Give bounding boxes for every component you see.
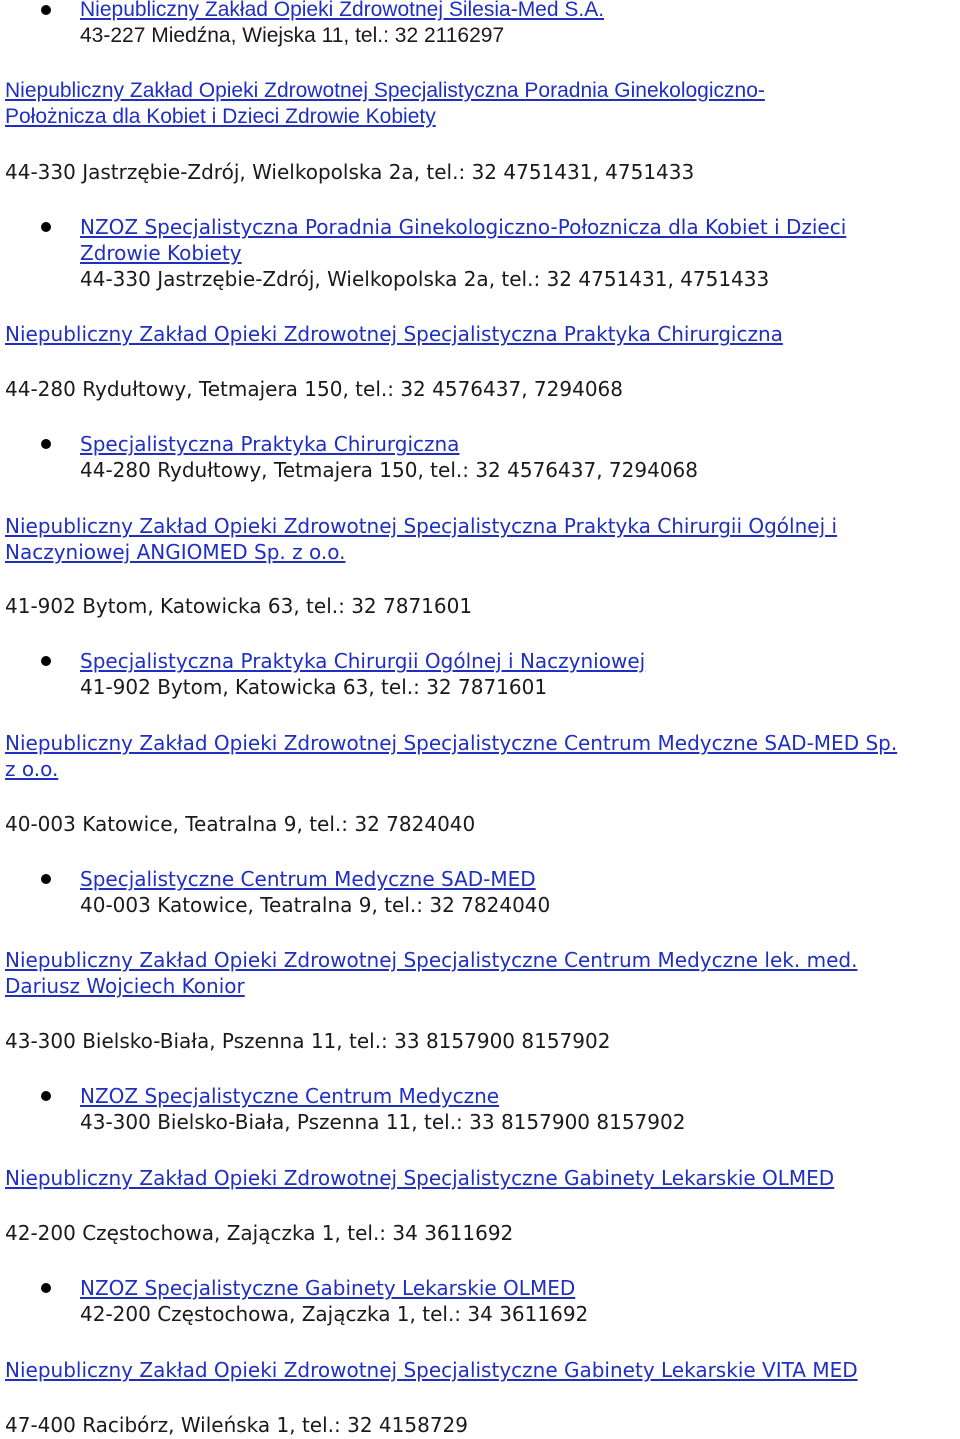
list-item: [80, 1083, 950, 1135]
facility-link[interactable]: Niepubliczny Zakład Opieki Zdrowotnej Specjalistyczna Praktyka Chirurgii Ogólnej i: [5, 514, 838, 538]
facility-link[interactable]: Naczyniowej ANGIOMED Sp. z o.o.: [5, 540, 346, 564]
facility-link[interactable]: NZOZ Specjalistyczna Poradnia Ginekologiczno-Połoznicza dla Kobiet i Dzieci: [80, 215, 847, 239]
facility-link[interactable]: z o.o.: [5, 757, 59, 781]
facility-link[interactable]: Specjalistyczna Praktyka Chirurgiczna: [80, 432, 460, 456]
list-item: [80, 1275, 950, 1327]
facility-heading: [5, 730, 955, 782]
facility-address-text: 44-330 Jastrzębie-Zdrój, Wielkopolska 2a, tel.: 32 4751431, 4751433: [5, 160, 695, 184]
facility-link[interactable]: Położnicza dla Kobiet i Dzieci Zdrowie Kobiety: [5, 105, 436, 128]
facility-address: 44-330 Jastrzębie-Zdrój, Wielkopolska 2a, tel.: 32 4751431, 4751433: [80, 267, 770, 291]
facility-address-text: 41-902 Bytom, Katowicka 63, tel.: 32 7871601: [5, 594, 473, 618]
facility-link[interactable]: Specjalistyczne Centrum Medyczne SAD-MED: [80, 867, 536, 891]
facility-address: 40-003 Katowice, Teatralna 9, tel.: 32 7824040: [80, 893, 551, 917]
list-bullet: [41, 222, 51, 232]
facility-link[interactable]: Niepubliczny Zakład Opieki Zdrowotnej Specjalistyczne Gabinety Lekarskie OLMED: [5, 1166, 835, 1190]
facility-address: 44-280 Rydułtowy, Tetmajera 150, tel.: 32 4576437, 7294068: [80, 458, 698, 482]
facility-address: [5, 376, 955, 402]
facility-address: 43-227 Miedźna, Wiejska 11, tel.: 32 2116297: [80, 24, 505, 47]
facility-address-text: 44-280 Rydułtowy, Tetmajera 150, tel.: 32 4576437, 7294068: [5, 377, 623, 401]
facility-address: [5, 1220, 955, 1246]
list-item: [80, 431, 950, 483]
facility-address-text: 43-300 Bielsko-Biała, Pszenna 11, tel.: 33 8157900 8157902: [5, 1029, 611, 1053]
facility-link[interactable]: NZOZ Specjalistyczne Gabinety Lekarskie OLMED: [80, 1276, 576, 1300]
facility-link[interactable]: Niepubliczny Zakład Opieki Zdrowotnej Specjalistyczna Poradnia Ginekologiczno-: [5, 79, 765, 102]
list-item: [80, 648, 950, 700]
facility-link[interactable]: Niepubliczny Zakład Opieki Zdrowotnej Specjalistyczne Centrum Medyczne SAD-MED Sp.: [5, 731, 898, 755]
facility-address: 41-902 Bytom, Katowicka 63, tel.: 32 7871601: [80, 675, 548, 699]
facility-heading: [5, 78, 955, 130]
facility-link[interactable]: Niepubliczny Zakład Opieki Zdrowotnej Specjalistyczne Gabinety Lekarskie VITA MED: [5, 1358, 858, 1382]
list-bullet: [41, 1091, 51, 1101]
list-bullet: [41, 1283, 51, 1293]
facility-link[interactable]: Niepubliczny Zakład Opieki Zdrowotnej Specjalistyczne Centrum Medyczne lek. med.: [5, 948, 858, 972]
facility-address: [5, 1412, 955, 1438]
facility-link[interactable]: Niepubliczny Zakład Opieki Zdrowotnej Specjalistyczna Praktyka Chirurgiczna: [5, 322, 783, 346]
list-bullet: [41, 656, 51, 666]
facility-address: [5, 1028, 955, 1054]
facility-address-text: 40-003 Katowice, Teatralna 9, tel.: 32 7824040: [5, 812, 476, 836]
facility-heading: [5, 1357, 955, 1383]
list-item: [80, 214, 950, 292]
facility-address: 43-300 Bielsko-Biała, Pszenna 11, tel.: 33 8157900 8157902: [80, 1110, 686, 1134]
facility-address-text: 47-400 Racibórz, Wileńska 1, tel.: 32 4158729: [5, 1413, 468, 1437]
list-bullet: [41, 874, 51, 884]
facility-link[interactable]: Dariusz Wojciech Konior: [5, 974, 245, 998]
list-bullet: [41, 5, 51, 15]
facility-heading: [5, 321, 955, 347]
list-item: [80, 866, 950, 918]
facility-link[interactable]: Niepubliczny Zakład Opieki Zdrowotnej Silesia-Med S.A.: [80, 0, 605, 21]
facility-address-text: 42-200 Częstochowa, Zajączka 1, tel.: 34 3611692: [5, 1221, 514, 1245]
facility-heading: [5, 947, 955, 999]
facility-address: [5, 593, 955, 619]
facility-link[interactable]: Zdrowie Kobiety: [80, 241, 242, 265]
facility-address: 42-200 Częstochowa, Zajączka 1, tel.: 34 3611692: [80, 1302, 589, 1326]
facility-link[interactable]: Specjalistyczna Praktyka Chirurgii Ogólnej i Naczyniowej: [80, 649, 646, 673]
list-item: [80, 0, 950, 49]
facility-address: [5, 811, 955, 837]
facility-heading: [5, 513, 955, 565]
facility-heading: [5, 1165, 955, 1191]
facility-address: [5, 159, 955, 185]
facility-link[interactable]: NZOZ Specjalistyczne Centrum Medyczne: [80, 1084, 500, 1108]
list-bullet: [41, 439, 51, 449]
